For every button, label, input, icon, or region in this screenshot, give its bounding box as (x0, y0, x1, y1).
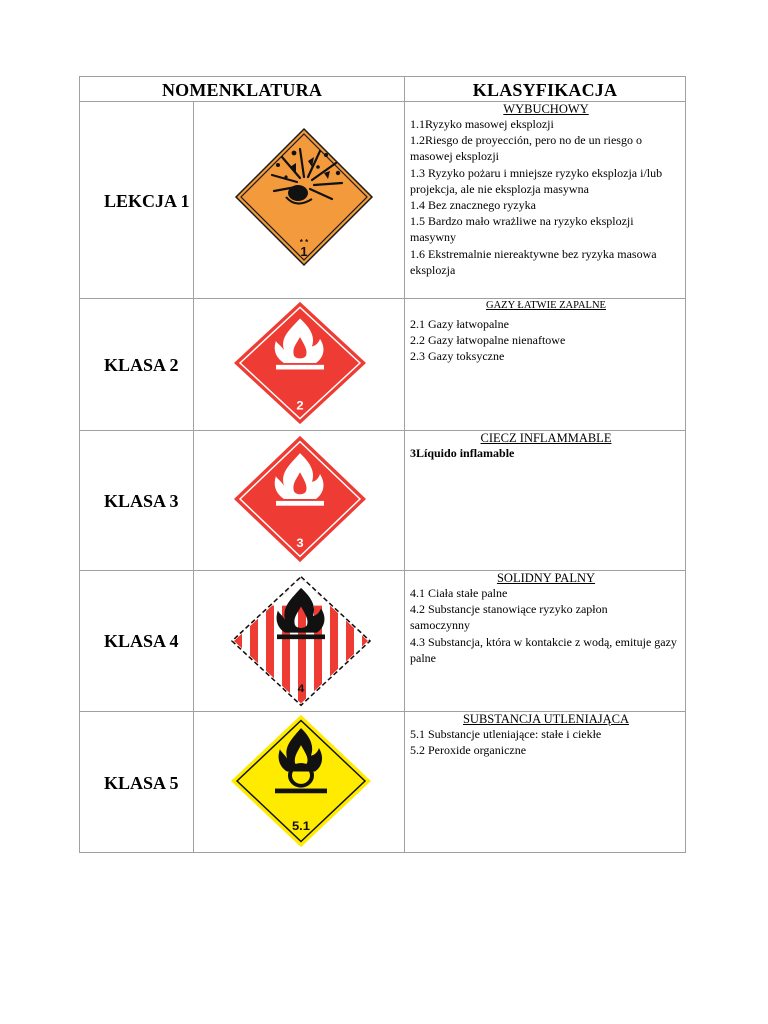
table-border-right (685, 76, 686, 853)
class1-placard (234, 127, 374, 267)
classification-cell (410, 431, 682, 461)
flame-icon (232, 434, 368, 564)
class3-placard (232, 434, 368, 564)
cell-title: SOLIDNY PALNY (496, 571, 596, 585)
flame-over-circle-icon (229, 713, 373, 849)
list-item: 1.2Riesgo de proyección, pero no de un riesgo o masowej eksplozji (410, 133, 642, 164)
classification-cell (410, 102, 682, 278)
svg-text:5.1: 5.1 (291, 819, 311, 834)
svg-text:4: 4 (297, 683, 305, 696)
list-item: 5.1 Substancje utleniające: stałe i ciekłe (410, 727, 602, 741)
list-item: 1.4 Bez znacznego ryzyka (410, 198, 536, 213)
row-label: KLASA 2 (104, 355, 179, 375)
list-item: 2.1 Gazy łatwopalne (410, 317, 509, 331)
list-item: 1.1Ryzyko masowej eksplozji (410, 117, 554, 131)
svg-text:* *: * * (299, 238, 309, 247)
class4-placard (228, 573, 374, 709)
list-item: 1.6 Ekstremalnie niereaktywne bez ryzyka masowa eksplozja (410, 246, 657, 277)
table-border-top (79, 76, 686, 77)
classification-cell (410, 299, 682, 365)
header-classification: KLASYFIKACJA (472, 80, 618, 100)
class2-placard (232, 300, 368, 426)
flame-icon (228, 573, 374, 709)
table-border-left (79, 76, 80, 853)
row-label: KLASA 4 (104, 631, 179, 651)
cell-title: WYBUCHOWY (503, 102, 589, 116)
cell-title: SUBSTANCJA UTLENIAJĄCA (462, 712, 630, 726)
row-label: KLASA 3 (104, 491, 179, 511)
image-column-separator (193, 101, 194, 853)
cell-title: CIECZ INFLAMMABLE (480, 431, 612, 445)
classification-cell (410, 571, 682, 666)
flame-icon (232, 300, 368, 426)
list-item: 4.3 Substancja, która w kontakcie z wodą, emituje gazy palne (410, 634, 677, 665)
svg-text:2: 2 (296, 398, 304, 413)
explosive-bomb-icon (234, 127, 374, 267)
list-item: 4.1 Ciała stałe palne (410, 586, 508, 600)
header-nomenclature: NOMENKLATURA (161, 80, 323, 100)
list-item: 4.2 Substancje stanowiące ryzyko zapłon samoczynny (410, 602, 608, 633)
svg-text:1: 1 (300, 244, 308, 259)
list-item: 1.5 Bardzo mało wrażliwe na ryzyko eksplozji masywny (410, 214, 634, 245)
row-label: KLASA 5 (104, 773, 179, 793)
cell-title: GAZY ŁATWIE ZAPALNE (486, 300, 606, 311)
classification-cell (410, 712, 682, 758)
list-item: 2.2 Gazy łatwopalne nienaftowe (410, 333, 566, 348)
list-item: 2.3 Gazy toksyczne (410, 349, 505, 364)
class5-placard (229, 713, 373, 849)
row-label: LEKCJA 1 (104, 191, 190, 211)
table-border-bottom (79, 852, 686, 853)
column-separator (404, 76, 405, 853)
list-item: 1.3 Ryzyko pożaru i mniejsze ryzyko eksplozja i/lub projekcja, ale nie eksplozja masywna (410, 165, 663, 196)
svg-text:3: 3 (296, 535, 304, 550)
list-item: 5.2 Peroxide organiczne (410, 743, 527, 758)
list-item: 3Líquido inflamable (410, 446, 515, 460)
